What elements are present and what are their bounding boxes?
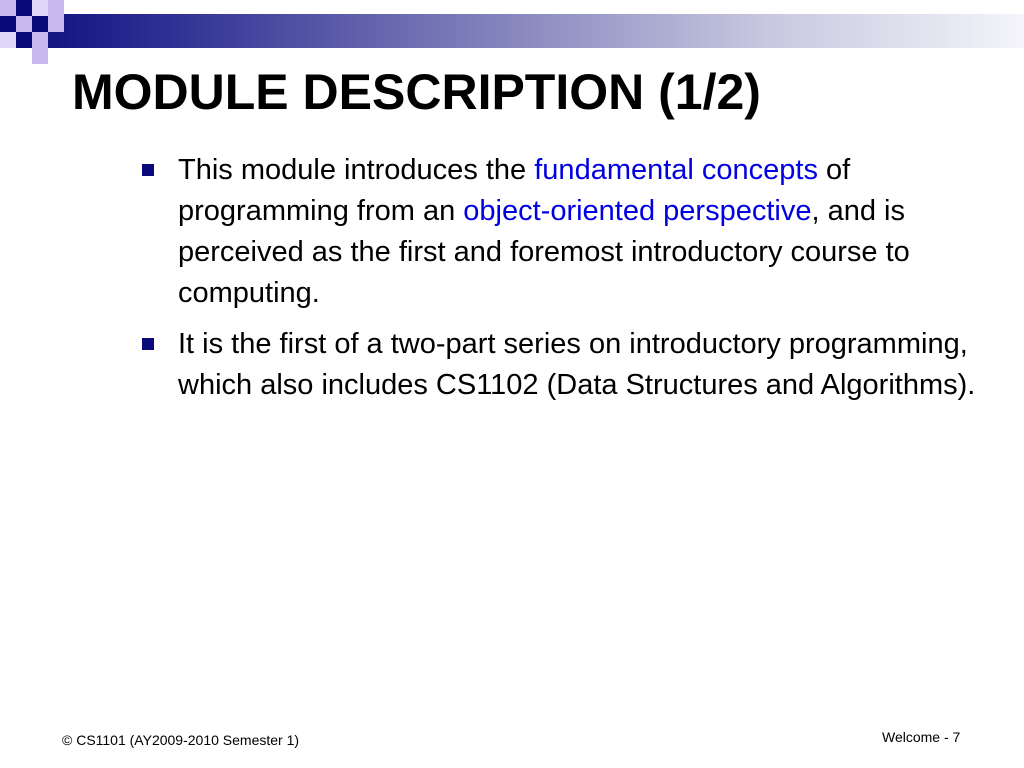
bullet-1-text-b: of programming from an bbox=[178, 154, 851, 227]
highlight-fundamental-concepts: fundamental concepts bbox=[534, 154, 818, 186]
highlight-object-oriented-perspective: object-oriented perspective bbox=[463, 195, 812, 227]
bullet-list bbox=[142, 150, 992, 416]
header-gradient-band bbox=[0, 14, 1024, 48]
square-bullet-icon bbox=[142, 338, 154, 350]
bullet-1-text-a: This module introduces the bbox=[178, 154, 535, 186]
footer-slide-number: Welcome - 7 bbox=[882, 729, 961, 745]
bullet-2-text: It is the first of a two-part series on introductory programming, which also includes CS1102 (Data Structures and Algorithms). bbox=[178, 328, 976, 401]
bullet-1-text-c: , and is perceived as the first and foremost introductory course to computing. bbox=[178, 195, 910, 309]
bullet-item-2 bbox=[142, 324, 992, 406]
footer-copyright: © CS1101 (AY2009-2010 Semester 1) bbox=[62, 732, 300, 748]
square-bullet-icon bbox=[142, 164, 154, 176]
slide-title: MODULE DESCRIPTION (1/2) bbox=[72, 64, 761, 120]
bullet-item-1 bbox=[142, 150, 992, 314]
